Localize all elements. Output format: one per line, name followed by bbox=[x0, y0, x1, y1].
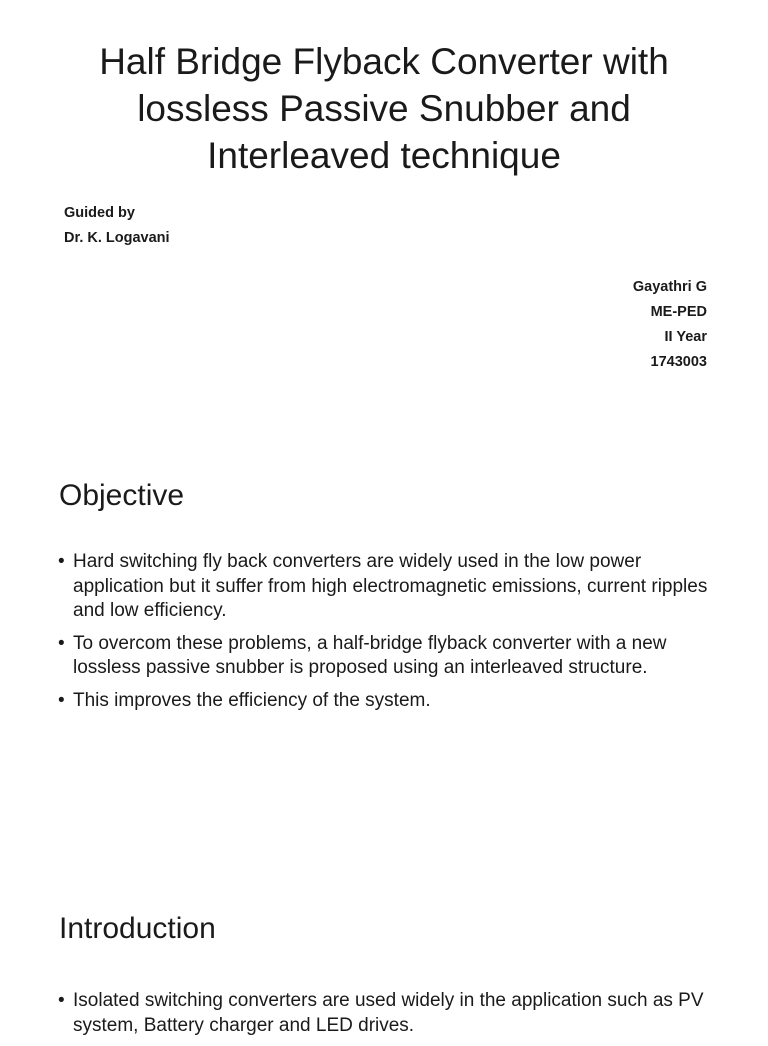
student-name: Gayathri G bbox=[632, 279, 707, 295]
objective-heading: Objective bbox=[59, 479, 185, 512]
guide-info bbox=[64, 201, 170, 251]
student-year: II Year bbox=[664, 329, 707, 345]
student-dept: ME-PED bbox=[650, 304, 707, 320]
objective-bullet bbox=[58, 632, 708, 681]
introduction-heading: Introduction bbox=[59, 912, 216, 945]
guide-name: Dr. K. Logavani bbox=[64, 230, 170, 246]
bullet-icon: • bbox=[58, 551, 65, 572]
bullet-text: Hard switching fly back converters are widely used in the low power application but it suffer from high electromagnetic emissions, current ripples and low efficiency. bbox=[73, 551, 708, 621]
student-info bbox=[633, 275, 707, 375]
bullet-icon: • bbox=[58, 689, 65, 711]
introduction-slide bbox=[0, 860, 768, 1036]
presentation-title: Half Bridge Flyback Converter with lossless Passive Snubber and Interleaved technique bbox=[99, 41, 669, 176]
bullet-text: This improves the efficiency of the system. bbox=[73, 689, 431, 711]
introduction-bullet-list bbox=[58, 989, 708, 1046]
objective-bullet-list bbox=[58, 550, 708, 721]
bullet-text: To overcom these problems, a half-bridge flyback converter with a new lossless passive snubber is proposed using an interleaved structure. bbox=[73, 632, 667, 678]
introduction-bullet bbox=[58, 989, 708, 1038]
bullet-icon: • bbox=[58, 990, 65, 1011]
student-id: 1743003 bbox=[650, 354, 707, 370]
objective-bullet bbox=[58, 689, 708, 714]
bullet-icon: • bbox=[58, 632, 65, 654]
objective-bullet bbox=[58, 550, 708, 624]
title-slide bbox=[0, 0, 768, 430]
objective-slide bbox=[0, 430, 768, 860]
guide-label: Guided by bbox=[64, 205, 135, 221]
bullet-text: Isolated switching converters are used widely in the application such as PV system, Battery charger and LED drives. bbox=[73, 990, 704, 1036]
